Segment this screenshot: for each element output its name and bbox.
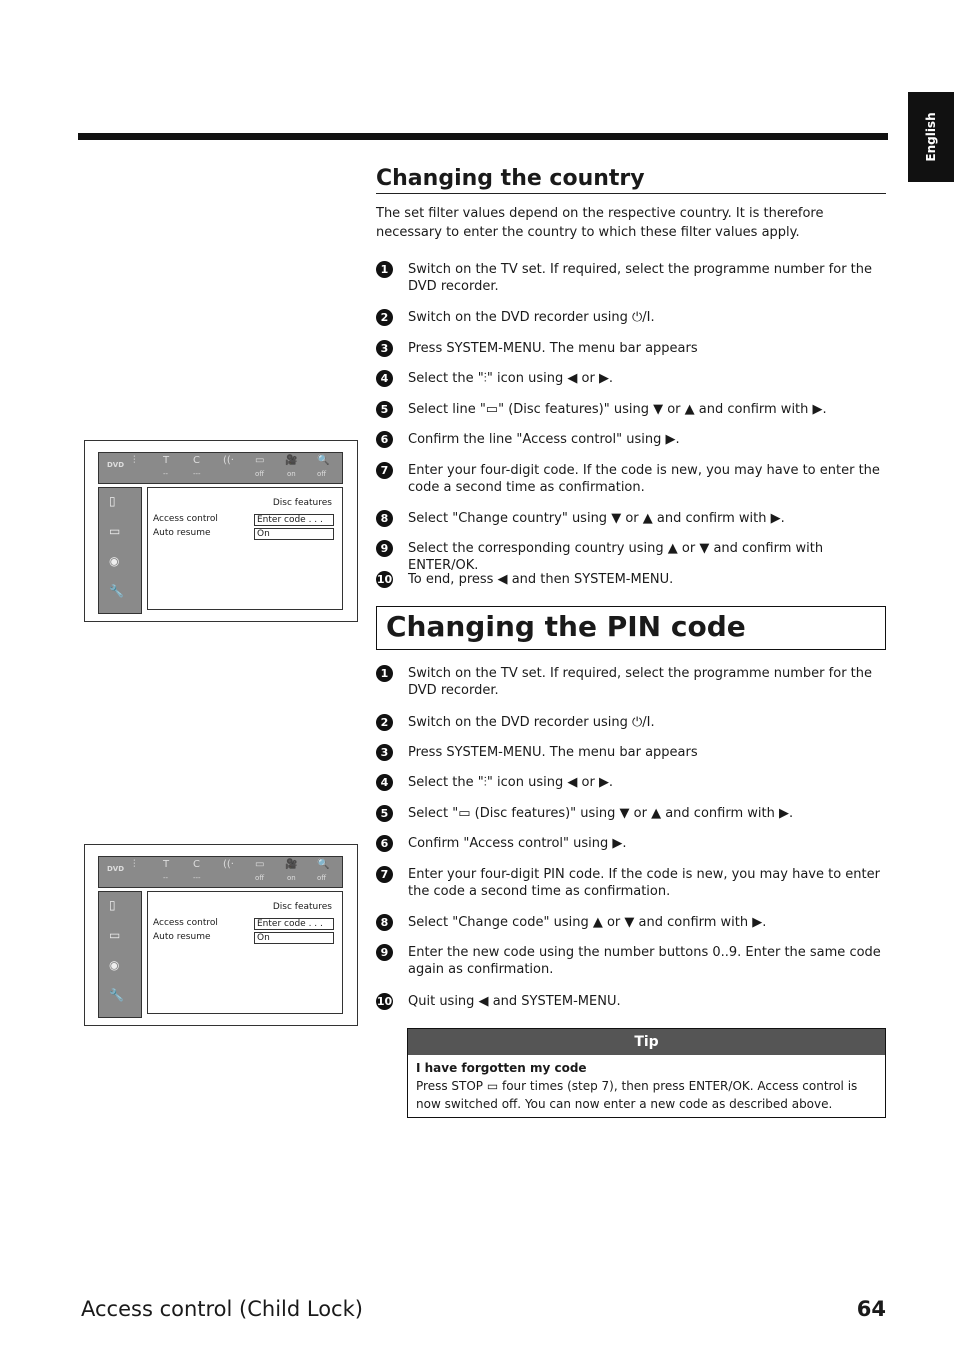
step-text: Switch on the TV set. If required, select the programme number for the DVD recorder. [408, 666, 873, 698]
row-value: Enter code . . . [254, 514, 334, 526]
step-number: 7 [376, 866, 393, 883]
language-tab [908, 92, 954, 182]
bar-label: --- [193, 874, 201, 882]
step-number: 4 [376, 774, 393, 791]
section-title: Changing the country [376, 166, 886, 194]
row-value: Enter code . . . [254, 918, 334, 930]
menu-bar [98, 856, 343, 888]
step-text: Select line "▭" (Disc features)" using ▼ or ▲ and confirm with ▶. [408, 402, 827, 417]
language-tab-label: English [924, 112, 938, 162]
disc-icon: ◉ [109, 958, 120, 972]
step-number: 3 [376, 340, 393, 357]
step-number: 5 [376, 805, 393, 822]
bar-label: off [255, 470, 265, 478]
step-number: 4 [376, 370, 393, 387]
menu-panel [147, 487, 343, 610]
menu-panel [147, 891, 343, 1014]
step-number: 8 [376, 914, 393, 931]
subtitle-icon: ▭ [255, 859, 265, 870]
step-number: 6 [376, 835, 393, 852]
menu-sidebar [98, 487, 142, 614]
step-text: Select "Change code" using ▲ or ▼ and confirm with ▶. [408, 915, 767, 930]
row-label: Auto resume [153, 528, 211, 538]
step-text: Quit using ◀ and SYSTEM-MENU. [408, 994, 621, 1009]
slot-icon: ▯ [109, 898, 116, 912]
step-number: 10 [376, 573, 393, 586]
dvd-logo: DVD [107, 865, 125, 873]
row-label: Access control [153, 514, 218, 524]
step-number: 10 [376, 995, 393, 1008]
step-number: 8 [376, 510, 393, 527]
row-label: Access control [153, 918, 218, 928]
row-value: On [254, 528, 334, 540]
step-number: 1 [376, 261, 393, 278]
menu-screenshot [84, 440, 358, 622]
chapter-icon: C [193, 455, 200, 466]
step-number: 2 [376, 714, 393, 731]
tools-icon: ⫶ [133, 455, 136, 466]
wrench-icon: 🔧 [109, 988, 124, 1002]
row-label: Auto resume [153, 932, 211, 942]
step-text: Enter your four-digit code. If the code is new, you may have to enter the code a second time as confirmation. [408, 463, 880, 495]
step-number: 3 [376, 744, 393, 761]
page-number: 64 [856, 1297, 886, 1321]
step-number: 7 [376, 462, 393, 479]
step-text: To end, press ◀ and then SYSTEM-MENU. [408, 572, 674, 587]
wrench-icon: 🔧 [109, 584, 124, 598]
audio-icon: ((· [223, 859, 234, 870]
section-title-box [376, 606, 886, 650]
step-text: Switch on the TV set. If required, select the programme number for the DVD recorder. [408, 262, 873, 294]
step-text: Select the "⫶" icon using ◀ or ▶. [408, 371, 614, 386]
step-text: Press SYSTEM-MENU. The menu bar appears [408, 341, 698, 356]
step-text: Confirm the line "Access control" using ▶. [408, 432, 680, 447]
tip-body [408, 1055, 885, 1117]
tip-title: I have forgotten my code [416, 1061, 587, 1075]
bar-label: --- [193, 470, 201, 478]
step-text: Confirm "Access control" using ▶. [408, 836, 627, 851]
panel-heading: Disc features [272, 902, 332, 912]
bar-label: -- [163, 874, 169, 882]
disc-icon: ◉ [109, 554, 120, 568]
title-icon: T [163, 859, 170, 870]
bar-label: off [317, 470, 327, 478]
step-text: Select "▭ (Disc features)" using ▼ or ▲ and confirm with ▶. [408, 806, 794, 821]
step-number: 6 [376, 431, 393, 448]
tip-text: Press STOP ▭ four times (step 7), then press ENTER/OK. Access control is now switched off. You can now enter a new code as described above. [416, 1079, 858, 1111]
step-text: Select the "⫶" icon using ◀ or ▶. [408, 775, 614, 790]
step-text: Press SYSTEM-MENU. The menu bar appears [408, 745, 698, 760]
audio-icon: ((· [223, 455, 234, 466]
bar-label: on [287, 874, 296, 882]
step-text: Enter your four-digit PIN code. If the code is new, you may have to enter the code a second time as confirmation. [408, 867, 880, 899]
camera-icon: 🎥 [285, 859, 298, 870]
subtitle-icon: ▭ [255, 455, 265, 466]
tip-heading: Tip [408, 1029, 885, 1055]
bar-label: off [317, 874, 327, 882]
step-number: 2 [376, 309, 393, 326]
footer-title: Access control (Child Lock) [81, 1297, 363, 1321]
tip-box [407, 1028, 886, 1118]
step-text: Select the corresponding country using ▲ or ▼ and confirm with ENTER/OK. [408, 541, 824, 573]
row-value: On [254, 932, 334, 944]
disc-features-icon: ▭ [109, 524, 121, 538]
menu-sidebar [98, 891, 142, 1018]
title-icon: T [163, 455, 170, 466]
bar-label: off [255, 874, 265, 882]
step-text: Enter the new code using the number buttons 0..9. Enter the same code again as confirmation. [408, 945, 881, 977]
disc-features-icon: ▭ [109, 928, 121, 942]
step-number: 9 [376, 944, 393, 961]
tools-icon: ⫶ [133, 859, 136, 870]
step-text: Switch on the DVD recorder using ⏻/I. [408, 715, 655, 730]
dvd-logo: DVD [107, 461, 125, 469]
section-title: Changing the PIN code [386, 610, 746, 643]
camera-icon: 🎥 [285, 455, 298, 466]
top-rule [78, 133, 888, 140]
section-changing-country [376, 166, 886, 242]
step-number: 1 [376, 665, 393, 682]
step-text: Select "Change country" using ▼ or ▲ and confirm with ▶. [408, 511, 785, 526]
chapter-icon: C [193, 859, 200, 870]
slot-icon: ▯ [109, 494, 116, 508]
bar-label: -- [163, 470, 169, 478]
panel-heading: Disc features [272, 498, 332, 508]
step-text: Switch on the DVD recorder using ⏻/I. [408, 310, 655, 325]
bar-label: on [287, 470, 296, 478]
zoom-icon: 🔍 [317, 859, 330, 870]
section-intro: The set filter values depend on the respective country. It is therefore necessary to enter the country to which these filter values apply. [376, 206, 824, 240]
menu-bar [98, 452, 343, 484]
zoom-icon: 🔍 [317, 455, 330, 466]
step-number: 9 [376, 540, 393, 557]
menu-screenshot [84, 844, 358, 1026]
step-number: 5 [376, 401, 393, 418]
